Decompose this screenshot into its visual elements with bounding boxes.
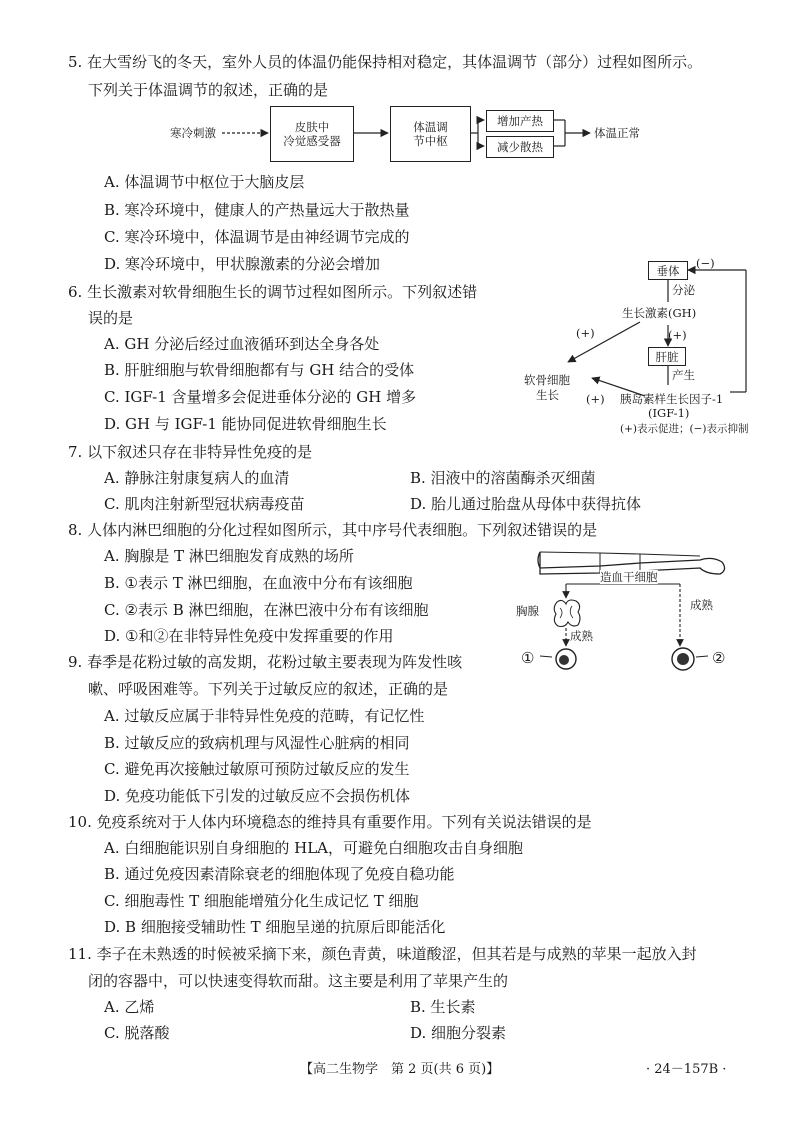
plus-label-right: (+)	[668, 328, 687, 342]
receptor-line2: 冷觉感受器	[283, 134, 341, 148]
q11-option-b: B. 生长素	[410, 998, 476, 1016]
q6-stem-line2: 误的是	[88, 309, 134, 327]
cell-number-1: ①	[521, 649, 535, 667]
q10-option-c: C. 细胞毒性 T 细胞能增殖分化生成记忆 T 细胞	[104, 892, 419, 910]
q5-stem-line2: 下列关于体温调节的叙述，正确的是	[88, 81, 329, 99]
q10-option-a: A. 白细胞能识别自身细胞的 HLA，可避免白细胞攻击自身细胞	[104, 839, 524, 857]
q11-option-c: C. 脱落酸	[104, 1024, 170, 1042]
thymus-shape	[554, 600, 580, 627]
result-label: 体温正常	[594, 126, 640, 140]
q11-stem-line1: 11. 李子在未熟透的时候被采摘下来，颜色青黄，味道酸涩，但其若是与成熟的苹果一起放入封	[68, 945, 697, 963]
q7-stem: 7. 以下叙述只存在非特异性免疫的是	[68, 443, 313, 461]
stem-cell-label: 造血干细胞	[600, 570, 658, 584]
plus-label-left: (+)	[576, 326, 595, 340]
q7-option-b: B. 泪液中的溶菌酶杀灭细菌	[410, 469, 596, 487]
q8-option-b: B. ①表示 T 淋巴细胞，在血液中分布有该细胞	[104, 574, 413, 592]
mature-label-left: 成熟	[570, 629, 593, 643]
q9-option-b: B. 过敏反应的致病机理与风湿性心脏病的相同	[104, 734, 410, 752]
plus-label-bottom: (+)	[586, 392, 605, 406]
page-footer-center: 【高二生物学 第 2 页(共 6 页)】	[300, 1062, 500, 1077]
q5-option-a: A. 体温调节中枢位于大脑皮层	[104, 173, 305, 191]
pituitary-box: 垂体	[648, 261, 688, 280]
q11-option-d: D. 细胞分裂素	[410, 1024, 507, 1042]
q5-stem-line1: 5. 在大雪纷飞的冬天，室外人员的体温仍能保持相对稳定，其体温调节（部分）过程如图所示。	[68, 53, 703, 71]
q10-option-d: D. B 细胞接受辅助性 T 细胞呈递的抗原后即能活化	[104, 918, 446, 936]
stimulus-label: 寒冷刺激	[170, 126, 216, 140]
gh-label: 生长激素(GH)	[622, 306, 697, 320]
q8-option-c: C. ②表示 B 淋巴细胞，在淋巴液中分布有该细胞	[104, 601, 429, 619]
q8-stem: 8. 人体内淋巴细胞的分化过程如图所示，其中序号代表细胞。下列叙述错误的是	[68, 521, 598, 539]
q6-stem-line1: 6. 生长激素对软骨细胞生长的调节过程如图所示。下列叙述错	[68, 283, 478, 301]
q8-option-a: A. 胸腺是 T 淋巴细胞发育成熟的场所	[104, 547, 354, 565]
liver-box: 肝脏	[648, 347, 686, 366]
q5-option-d: D. 寒冷环境中，甲状腺激素的分泌会增加	[104, 255, 381, 273]
q10-option-b: B. 通过免疫因素清除衰老的细胞体现了免疫自稳功能	[104, 865, 455, 883]
q9-option-a: A. 过敏反应属于非特异性免疫的范畴，有记忆性	[104, 707, 425, 725]
thymus-label: 胸腺	[516, 604, 539, 618]
q9-option-d: D. 免疫功能低下引发的过敏反应不会损伤机体	[104, 787, 411, 805]
q11-option-a: A. 乙烯	[104, 998, 155, 1016]
center-line1: 体温调	[413, 120, 448, 134]
mature-label-right: 成熟	[690, 598, 713, 612]
page-footer-code: · 24－157B ·	[646, 1062, 727, 1077]
q6-option-c: C. IGF-1 含量增多会促进垂体分泌的 GH 增多	[104, 388, 417, 406]
cell-number-2: ②	[712, 649, 726, 667]
q10-stem: 10. 免疫系统对于人体内环境稳态的维持具有重要作用。下列有关说法错误的是	[68, 813, 592, 831]
q9-stem-line1: 9. 春季是花粉过敏的高发期，花粉过敏主要表现为阵发性咳	[68, 653, 463, 671]
cartilage-line1: 软骨细胞	[524, 373, 570, 387]
q9-option-c: C. 避免再次接触过敏原可预防过敏反应的发生	[104, 760, 410, 778]
produce-label: 产生	[672, 368, 695, 382]
q6-option-b: B. 肝脏细胞与软骨细胞都有与 GH 结合的受体	[104, 361, 415, 379]
q8-option-d: D. ①和②在非特异性免疫中发挥重要的作用	[104, 627, 394, 645]
q7-option-a: A. 静脉注射康复病人的血清	[104, 469, 290, 487]
igf-line1: 胰岛素样生长因子-1	[620, 392, 724, 406]
center-line2: 节中枢	[413, 134, 448, 148]
igf-line2: (IGF-1)	[648, 406, 690, 420]
heat-gain-box: 增加产热	[486, 110, 554, 132]
cartilage-line2: 生长	[536, 388, 559, 402]
q7-option-c: C. 肌肉注射新型冠状病毒疫苗	[104, 495, 305, 513]
heat-loss-box: 减少散热	[486, 136, 554, 158]
q5-option-b: B. 寒冷环境中，健康人的产热量远大于散热量	[104, 201, 410, 219]
q5-option-c: C. 寒冷环境中，体温调节是由神经调节完成的	[104, 228, 410, 246]
receptor-line1: 皮肤中	[294, 120, 330, 134]
q6-option-d: D. GH 与 IGF-1 能协同促进软骨细胞生长	[104, 415, 387, 433]
secrete-label: 分泌	[672, 283, 695, 297]
q9-stem-line2: 嗽、呼吸困难等。下列关于过敏反应的叙述，正确的是	[88, 680, 449, 698]
q11-stem-line2: 闭的容器中，可以快速变得软而甜。这主要是利用了苹果产生的	[88, 972, 509, 990]
q6-option-a: A. GH 分泌后经过血液循环到达全身各处	[104, 335, 380, 353]
q6-legend: (+)表示促进；(−)表示抑制	[620, 423, 749, 435]
q7-option-d: D. 胎儿通过胎盘从母体中获得抗体	[410, 495, 642, 513]
negative-feedback-label: (−)	[696, 256, 715, 270]
